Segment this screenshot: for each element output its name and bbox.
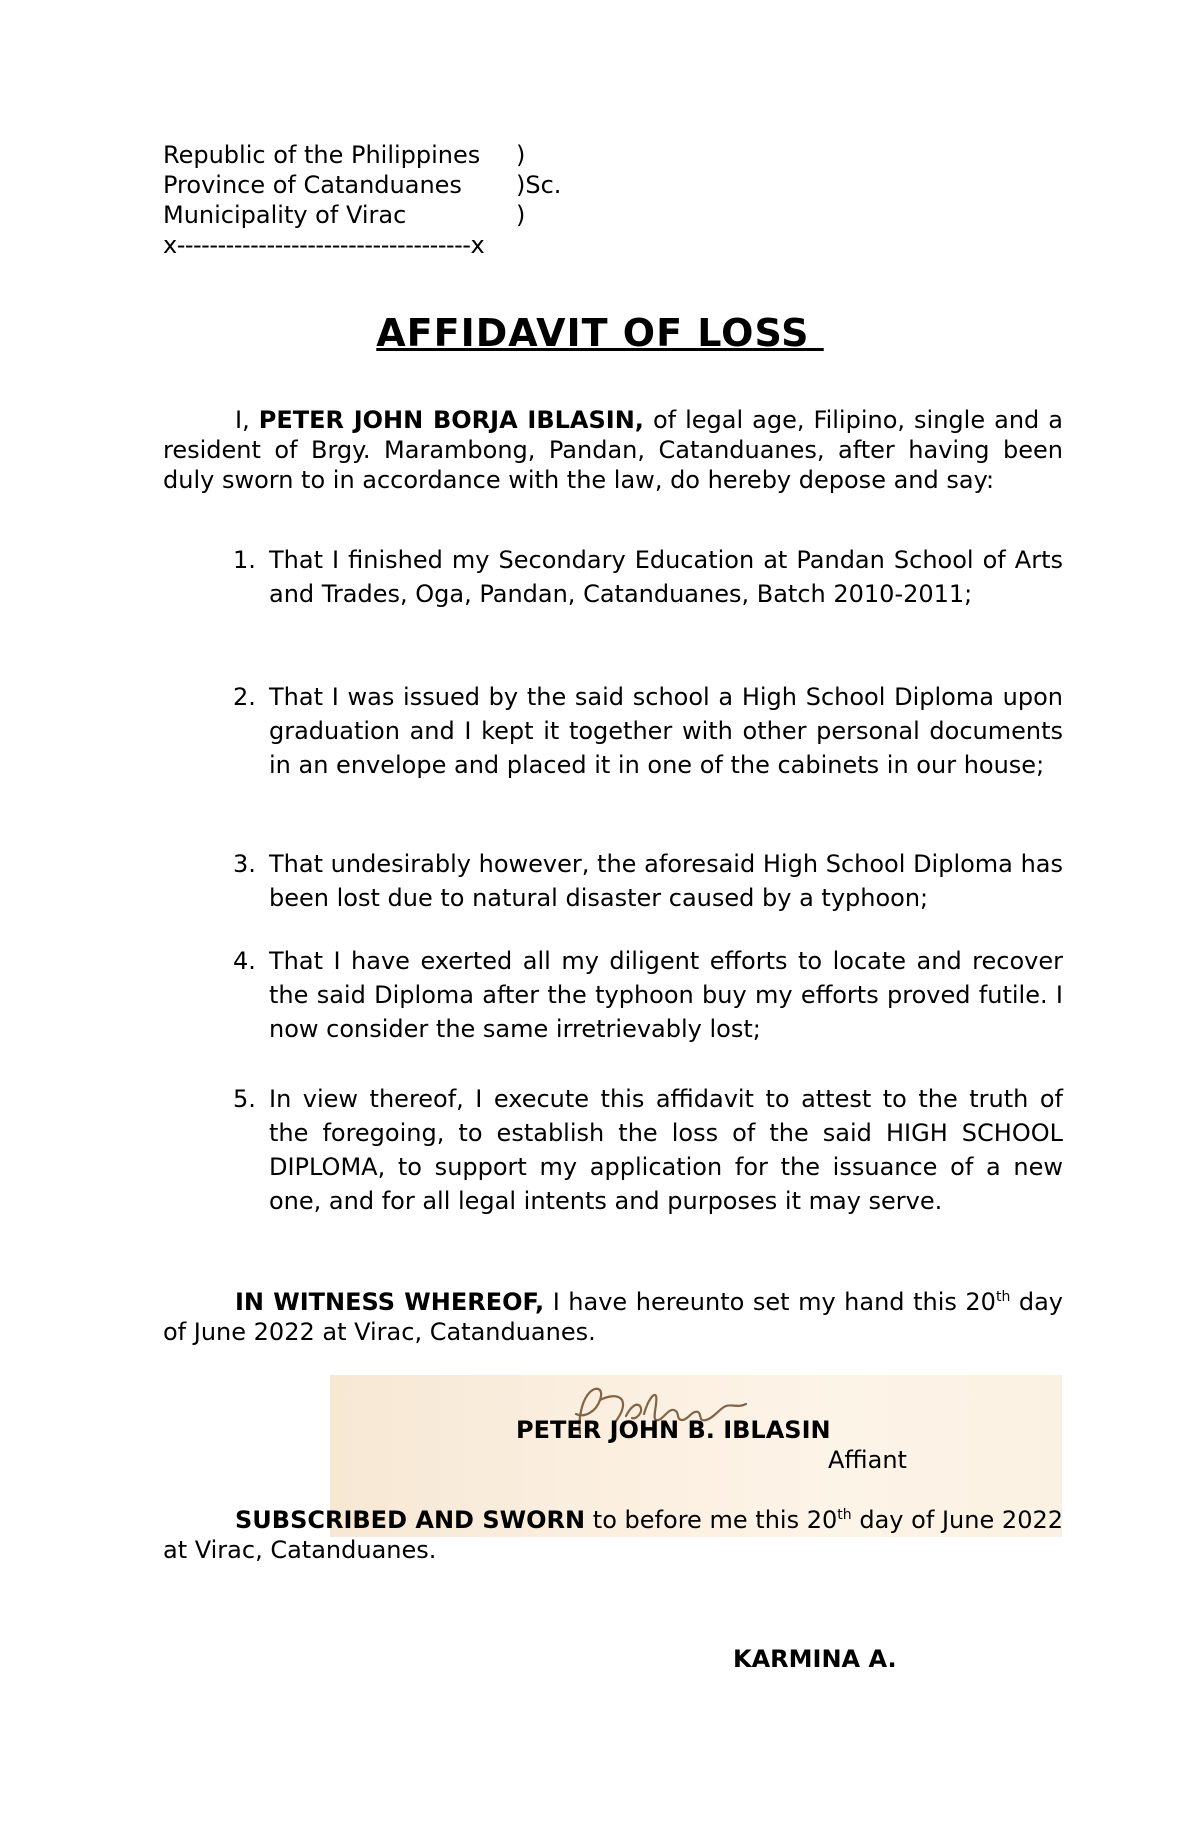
jurat-text-2: day of June 2022 at Virac, Catanduanes. [163, 1506, 1063, 1564]
list-item [233, 543, 1063, 611]
intro-text: of legal age, Filipino, single and a resident of Brgy. Marambong, Pandan, Catanduanes, after having been duly sworn to in accordance with the law, do hereby depose and say: [163, 406, 1063, 494]
list-item-number: 1. [233, 546, 256, 574]
list-item [233, 680, 1063, 782]
intro-paragraph [163, 405, 1063, 495]
venue-separator: x------------------------------------x [163, 231, 485, 259]
list-item [233, 944, 1063, 1046]
statement-list [233, 543, 1063, 1263]
list-item-text: That undesirably however, the aforesaid High School Diploma has been lost due to natural disaster caused by a typhoon; [269, 850, 1063, 912]
list-item-text: That I was issued by the said school a High School Diploma upon graduation and I kept it together with other personal documents in an envelope and placed it in one of the cabinets in our house; [269, 683, 1063, 779]
affiant-role: Affiant [828, 1446, 907, 1474]
venue-line-mark: )Sc. [516, 171, 562, 199]
affiant-signature-name: PETER JOHN B. IBLASIN [516, 1416, 831, 1444]
venue-header [163, 140, 583, 260]
list-item [233, 847, 1063, 915]
witness-text-2: day of June 2022 at Virac, Catanduanes. [163, 1288, 1064, 1346]
venue-line-province [163, 170, 583, 200]
venue-line-mark: ) [516, 141, 526, 169]
witness-ordinal: th [995, 1289, 1011, 1305]
venue-line-text: Municipality of Virac [163, 201, 407, 229]
document-title: AFFIDAVIT OF LOSS [376, 311, 824, 355]
witness-heading: IN WITNESS WHEREOF, [235, 1288, 545, 1316]
affiant-full-name: PETER JOHN BORJA IBLASIN, [258, 406, 644, 434]
list-item-number: 4. [233, 947, 256, 975]
witness-paragraph [163, 1287, 1063, 1347]
list-item-number: 2. [233, 683, 256, 711]
venue-line-municipality [163, 200, 583, 230]
witness-text-1: I have hereunto set my hand this 20 [544, 1288, 996, 1316]
list-item-text: That I have exerted all my diligent efforts to locate and recover the said Diploma after the typhoon buy my efforts proved futile. I now consider the same irretrievably lost; [269, 947, 1063, 1043]
intro-prefix: I, [235, 406, 259, 434]
jurat-ordinal: th [837, 1507, 852, 1523]
list-item-number: 5. [233, 1085, 256, 1113]
notary-name: KARMINA A. [733, 1645, 897, 1673]
jurat-paragraph [163, 1505, 1063, 1565]
venue-line-text: Province of Catanduanes [163, 171, 462, 199]
list-item [233, 1082, 1063, 1218]
jurat-text-1: to before me this 20 [585, 1506, 838, 1534]
list-item-text: In view thereof, I execute this affidavit to attest to the truth of the foregoing, to establish the loss of the said HIGH SCHOOL DIPLOMA, to support my application for the issuance of a new one, and for all legal intents and purposes it may serve. [269, 1085, 1063, 1215]
venue-line-mark: ) [516, 201, 526, 229]
list-item-text: That I finished my Secondary Education at Pandan School of Arts and Trades, Oga, Pandan, Catanduanes, Batch 2010-2011; [269, 546, 1063, 608]
venue-line-republic [163, 140, 583, 170]
venue-line-text: Republic of the Philippines [163, 141, 481, 169]
list-item-number: 3. [233, 850, 256, 878]
jurat-heading: SUBSCRIBED AND SWORN [235, 1506, 586, 1534]
